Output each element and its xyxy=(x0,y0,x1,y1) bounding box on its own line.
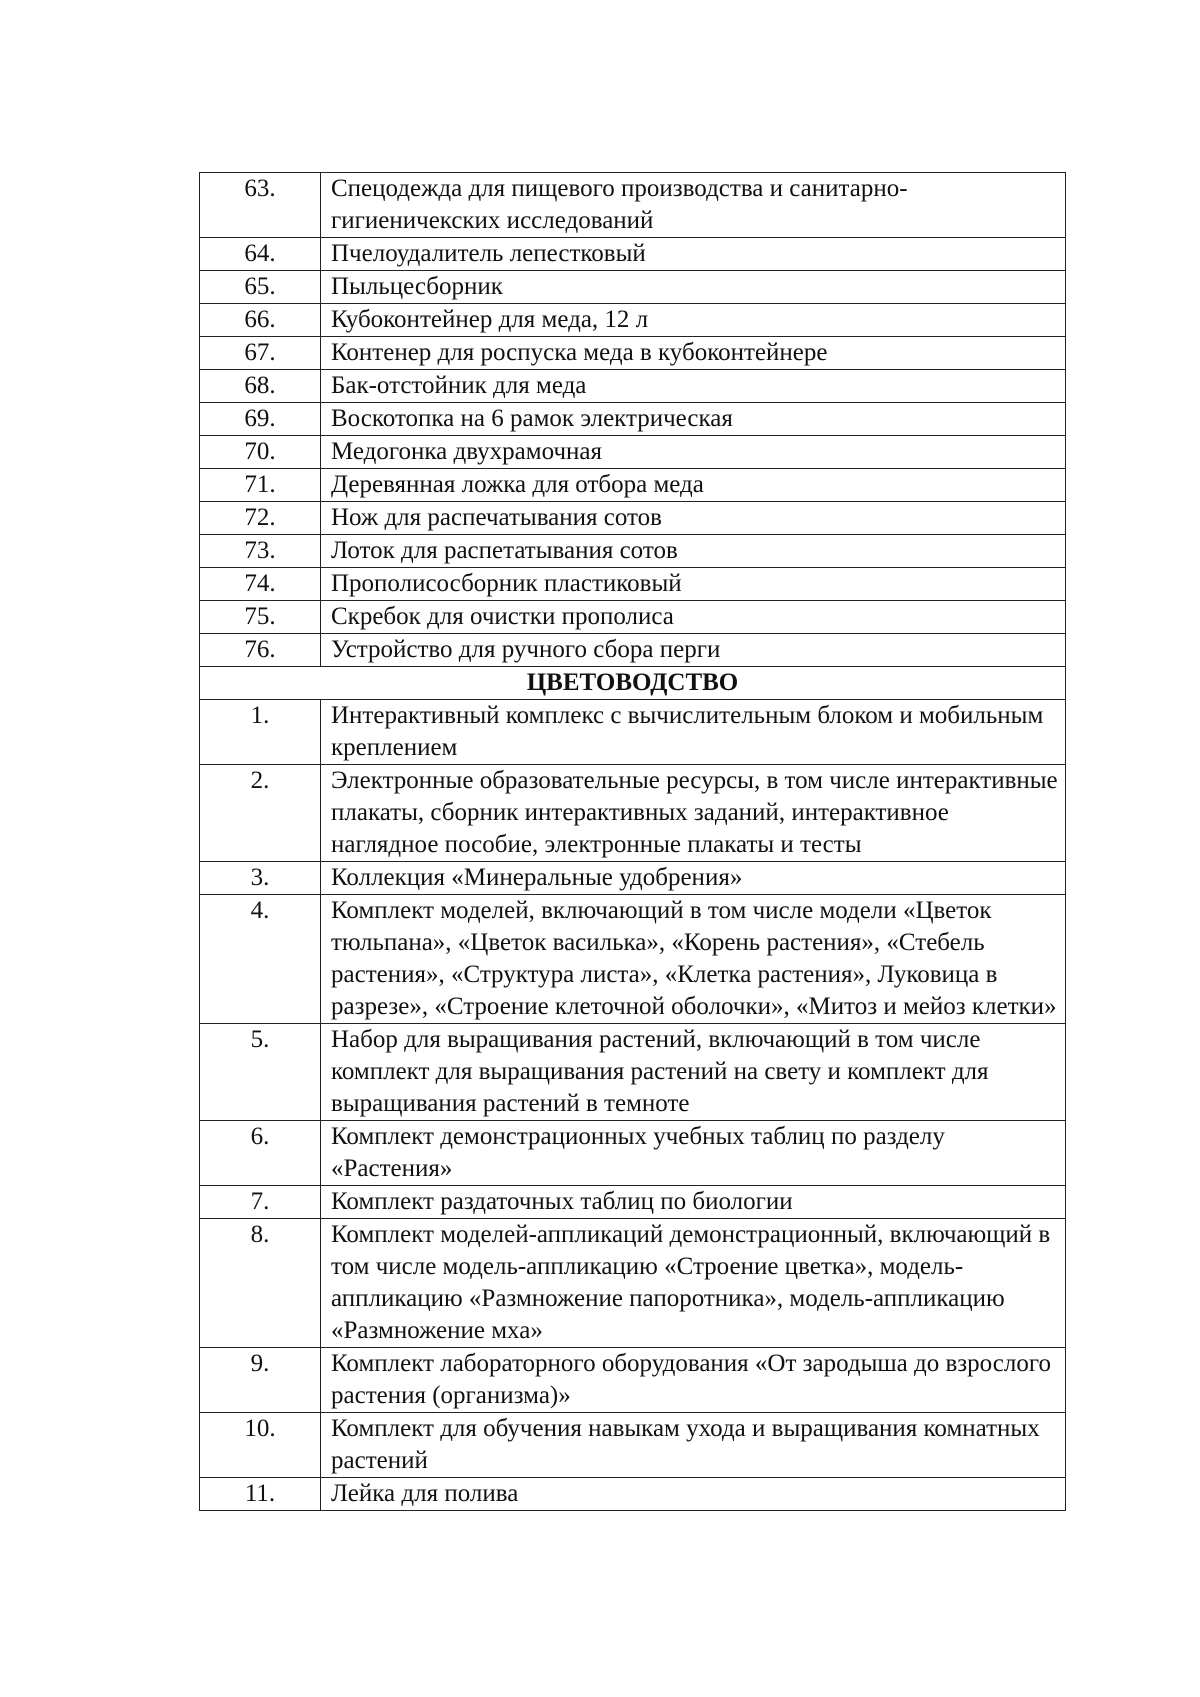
table-row xyxy=(200,1348,1066,1413)
document-page xyxy=(199,172,1065,1511)
row-item-name: Кубоконтейнер для меда, 12 л xyxy=(321,304,1066,337)
row-item-name: Лейка для полива xyxy=(321,1478,1066,1511)
row-number: 8. xyxy=(200,1219,321,1348)
row-number: 11. xyxy=(200,1478,321,1511)
row-number: 72. xyxy=(200,502,321,535)
row-item-name: Интерактивный комплекс с вычислительным блоком и мобильным креплением xyxy=(321,700,1066,765)
table-row xyxy=(200,765,1066,862)
row-item-name: Нож для распечатывания сотов xyxy=(321,502,1066,535)
row-item-name: Воскотопка на 6 рамок электрическая xyxy=(321,403,1066,436)
row-item-name: Устройство для ручного сбора перги xyxy=(321,634,1066,667)
row-number: 66. xyxy=(200,304,321,337)
row-number: 75. xyxy=(200,601,321,634)
table-row xyxy=(200,238,1066,271)
row-item-name: Контенер для роспуска меда в кубоконтейнере xyxy=(321,337,1066,370)
row-item-name: Комплект для обучения навыкам ухода и выращивания комнатных растений xyxy=(321,1413,1066,1478)
table-row xyxy=(200,337,1066,370)
row-number: 67. xyxy=(200,337,321,370)
table-row xyxy=(200,502,1066,535)
row-item-name: Спецодежда для пищевого производства и санитарно-гигиеничекских исследований xyxy=(321,173,1066,238)
row-number: 9. xyxy=(200,1348,321,1413)
table-row xyxy=(200,403,1066,436)
table-body xyxy=(200,173,1066,1511)
row-item-name: Комплект моделей-аппликаций демонстрационный, включающий в том числе модель-аппликацию «Строение цветка», модель-аппликацию «Размножение папоротника», модель-аппликацию «Размножение мха» xyxy=(321,1219,1066,1348)
row-item-name: Электронные образовательные ресурсы, в том числе интерактивные плакаты, сборник интерактивных заданий, интерактивное наглядное пособие, электронные плакаты и тесты xyxy=(321,765,1066,862)
row-item-name: Скребок для очистки прополиса xyxy=(321,601,1066,634)
row-number: 74. xyxy=(200,568,321,601)
row-number: 68. xyxy=(200,370,321,403)
table-row xyxy=(200,1219,1066,1348)
table-row xyxy=(200,700,1066,765)
section-heading: ЦВЕТОВОДСТВО xyxy=(200,667,1066,700)
table-row xyxy=(200,1024,1066,1121)
row-number: 2. xyxy=(200,765,321,862)
table-row xyxy=(200,173,1066,238)
table-row xyxy=(200,862,1066,895)
table-row xyxy=(200,436,1066,469)
row-number: 65. xyxy=(200,271,321,304)
row-number: 6. xyxy=(200,1121,321,1186)
table-row xyxy=(200,568,1066,601)
row-item-name: Пчелоудалитель лепестковый xyxy=(321,238,1066,271)
table-row xyxy=(200,634,1066,667)
row-number: 73. xyxy=(200,535,321,568)
row-item-name: Бак-отстойник для меда xyxy=(321,370,1066,403)
row-item-name: Прополисосборник пластиковый xyxy=(321,568,1066,601)
table-row xyxy=(200,304,1066,337)
row-item-name: Набор для выращивания растений, включающий в том числе комплект для выращивания растений на свету и комплект для выращивания растений в темноте xyxy=(321,1024,1066,1121)
section-row xyxy=(200,667,1066,700)
row-number: 70. xyxy=(200,436,321,469)
table-row xyxy=(200,469,1066,502)
table-row xyxy=(200,535,1066,568)
table-row xyxy=(200,601,1066,634)
table-row xyxy=(200,1121,1066,1186)
row-number: 64. xyxy=(200,238,321,271)
row-item-name: Комплект раздаточных таблиц по биологии xyxy=(321,1186,1066,1219)
row-number: 76. xyxy=(200,634,321,667)
row-item-name: Комплект лабораторного оборудования «От зародыша до взрослого растения (организма)» xyxy=(321,1348,1066,1413)
equipment-table xyxy=(199,172,1066,1511)
row-item-name: Пыльцесборник xyxy=(321,271,1066,304)
table-row xyxy=(200,1413,1066,1478)
row-item-name: Медогонка двухрамочная xyxy=(321,436,1066,469)
row-item-name: Коллекция «Минеральные удобрения» xyxy=(321,862,1066,895)
row-number: 69. xyxy=(200,403,321,436)
row-number: 63. xyxy=(200,173,321,238)
row-item-name: Комплект моделей, включающий в том числе модели «Цветок тюльпана», «Цветок василька», «Корень растения», «Стебель растения», «Структура листа», «Клетка растения», Луковица в разрезе», «Строение клеточной оболочки», «Митоз и мейоз клетки» xyxy=(321,895,1066,1024)
row-number: 5. xyxy=(200,1024,321,1121)
table-row xyxy=(200,1186,1066,1219)
table-row xyxy=(200,370,1066,403)
row-number: 4. xyxy=(200,895,321,1024)
row-number: 71. xyxy=(200,469,321,502)
row-number: 10. xyxy=(200,1413,321,1478)
table-row xyxy=(200,271,1066,304)
row-item-name: Деревянная ложка для отбора меда xyxy=(321,469,1066,502)
row-number: 3. xyxy=(200,862,321,895)
row-number: 1. xyxy=(200,700,321,765)
table-row xyxy=(200,895,1066,1024)
row-item-name: Лоток для распетатывания сотов xyxy=(321,535,1066,568)
row-number: 7. xyxy=(200,1186,321,1219)
row-item-name: Комплект демонстрационных учебных таблиц по разделу «Растения» xyxy=(321,1121,1066,1186)
table-row xyxy=(200,1478,1066,1511)
